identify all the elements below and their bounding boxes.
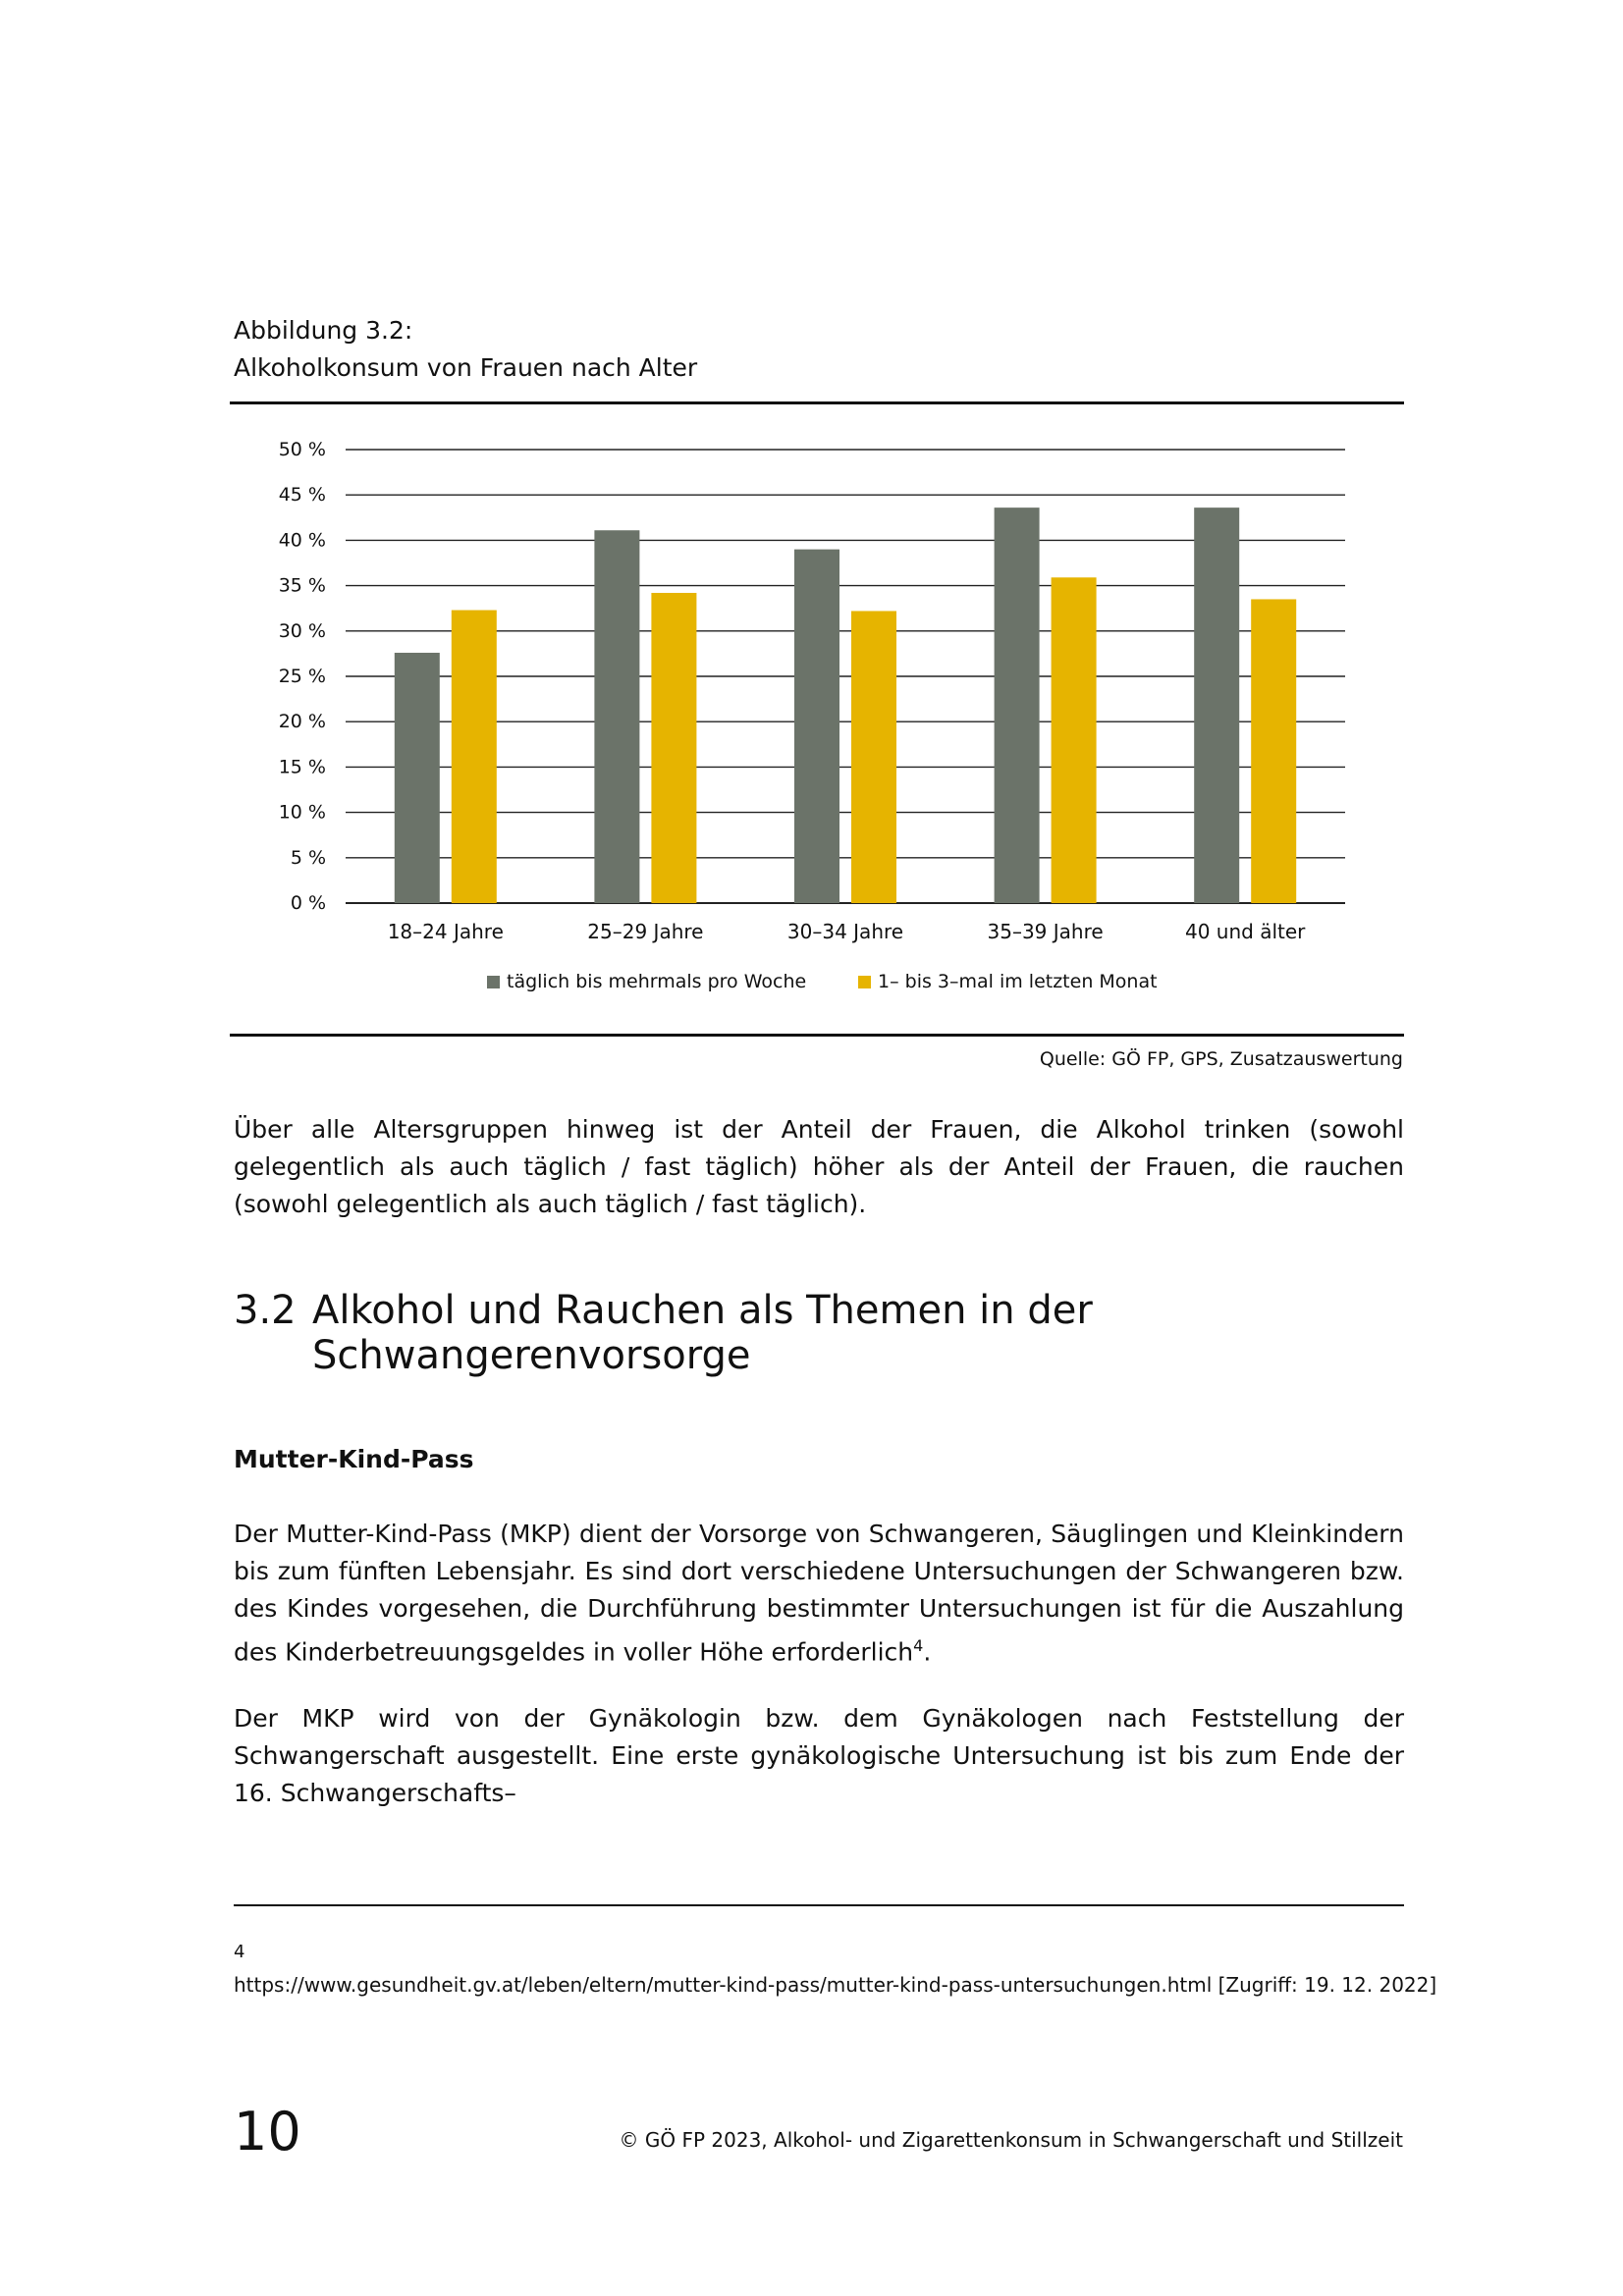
x-tick-label: 40 und älter (1184, 920, 1306, 943)
legend-swatch (858, 976, 871, 988)
paragraph-mkp-text: Der Mutter-Kind-Pass (MKP) dient der Vorsorge von Schwangeren, Säuglingen und Kleinkindern bis zum fünften Lebensjahr. Es sind dort verschiedene Untersuchungen der Schwangeren bzw. des Kindes vorgesehen, die Durchführung bestimmter Untersuchungen ist für die Auszahlung des Kinderbetreuungsgeldes in voller Höhe erforderlich (234, 1520, 1404, 1667)
y-tick-label: 5 % (290, 846, 326, 869)
y-tick-label: 45 % (278, 484, 326, 507)
footnote-rule (234, 1904, 1404, 1906)
bar-chart (230, 422, 1404, 1031)
figure-label: Abbildung 3.2: (234, 316, 413, 345)
bar-weekly (794, 550, 839, 903)
x-tick-label: 18–24 Jahre (387, 920, 504, 943)
bar-monthly (851, 611, 896, 903)
y-tick-label: 40 % (278, 529, 326, 552)
footnote-number: 4 (234, 1942, 245, 1962)
x-tick-label: 35–39 Jahre (987, 920, 1104, 943)
figure-title: Alkoholkonsum von Frauen nach Alter (234, 353, 698, 382)
bar-monthly (1052, 577, 1097, 903)
y-tick-label: 10 % (278, 801, 326, 824)
x-tick-label: 30–34 Jahre (786, 920, 904, 943)
page-number: 10 (234, 2101, 301, 2163)
bar-weekly (995, 507, 1040, 903)
footnote-link[interactable]: https://www.gesundheit.gv.at/leben/eltern/mutter-kind-pass/mutter-kind-pass-untersuchungen.html [Zugriff: 19. 12. 2022] (234, 1973, 1437, 1997)
figure-source: Quelle: GÖ FP, GPS, Zusatzauswertung (1039, 1048, 1403, 1070)
section-heading (234, 1288, 1093, 1378)
legend-swatch (487, 976, 500, 988)
bar-weekly (1194, 507, 1239, 903)
x-tick-label: 25–29 Jahre (587, 920, 704, 943)
footnote-ref[interactable]: 4 (913, 1636, 924, 1655)
bar-weekly (395, 653, 440, 903)
bar-weekly (594, 530, 639, 903)
figure-bottom-rule (230, 1034, 1404, 1037)
figure-top-rule (230, 401, 1404, 404)
paragraph-mkp-end: . (923, 1637, 932, 1667)
y-tick-label: 50 % (278, 439, 326, 460)
subheading: Mutter-Kind-Pass (234, 1445, 474, 1473)
section-number: 3.2 (234, 1288, 297, 1333)
footer-text: © GÖ FP 2023, Alkohol- und Zigarettenkonsum in Schwangerschaft und Stillzeit (619, 2128, 1403, 2152)
paragraph-summary: Über alle Altersgruppen hinweg ist der Anteil der Frauen, die Alkohol trinken (sowohl gelegentlich als auch täglich / fast täglich) höher als der Anteil der Frauen, die rauchen (sowohl gelegentlich als auch täglich / fast täglich). (234, 1115, 1404, 1218)
y-tick-label: 15 % (278, 756, 326, 778)
y-tick-label: 0 % (290, 892, 326, 914)
y-tick-label: 25 % (278, 666, 326, 687)
y-tick-label: 35 % (278, 574, 326, 597)
paragraph-mkp-issue: Der MKP wird von der Gynäkologin bzw. dem Gynäkologen nach Feststellung der Schwangerschaft ausgestellt. Eine erste gynäkologische Untersuchung ist bis zum Ende der 16. Schwangerschafts– (234, 1704, 1404, 1807)
legend-label: 1– bis 3–mal im letzten Monat (878, 971, 1158, 992)
section-title-line1: Alkohol und Rauchen als Themen in der (312, 1288, 1093, 1333)
bar-monthly (1251, 599, 1296, 903)
y-tick-label: 30 % (278, 619, 326, 642)
y-tick-label: 20 % (278, 711, 326, 733)
bar-monthly (452, 611, 497, 903)
figure-caption (234, 312, 697, 387)
legend-label: täglich bis mehrmals pro Woche (507, 971, 807, 992)
bar-monthly (651, 593, 696, 903)
section-title-line2: Schwangerenvorsorge (312, 1333, 751, 1378)
paragraph-mkp (234, 1516, 1404, 1671)
